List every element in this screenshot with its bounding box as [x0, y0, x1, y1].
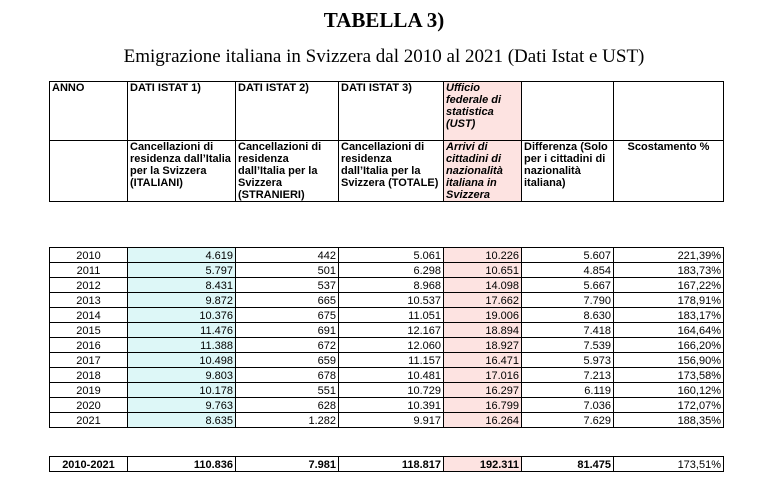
cell-totale: 11.157 [339, 353, 444, 368]
cell-stranieri: 665 [236, 293, 339, 308]
cell-stranieri: 551 [236, 383, 339, 398]
cell-differenza: 7.539 [522, 338, 614, 353]
cell-differenza: 7.036 [522, 398, 614, 413]
cell-italiani: 9.803 [128, 368, 236, 383]
cell-anno: 2010 [50, 248, 128, 263]
cell-anno: 2019 [50, 383, 128, 398]
cell-ust: 16.799 [444, 398, 522, 413]
cell-ust: 16.264 [444, 413, 522, 428]
cell-anno: 2018 [50, 368, 128, 383]
table-row [50, 263, 724, 278]
cell-totale: 10.729 [339, 383, 444, 398]
cell-scostamento: 166,20% [614, 338, 724, 353]
cell-stranieri: 628 [236, 398, 339, 413]
header-row-sources [50, 82, 724, 141]
cell-scostamento: 178,91% [614, 293, 724, 308]
cell-ust: 10.226 [444, 248, 522, 263]
cell-ust: 16.297 [444, 383, 522, 398]
table-row [50, 368, 724, 383]
table-row [50, 398, 724, 413]
cell-italiani: 11.388 [128, 338, 236, 353]
total-totale: 118.817 [339, 457, 444, 472]
cell-anno: 2016 [50, 338, 128, 353]
header-anno: ANNO [50, 82, 128, 141]
header-istat-2: DATI ISTAT 2) [236, 82, 339, 141]
cell-anno: 2020 [50, 398, 128, 413]
total-scostamento: 173,51% [614, 457, 724, 472]
cell-stranieri: 691 [236, 323, 339, 338]
page-subtitle: Emigrazione italiana in Svizzera dal 2010 al 2021 (Dati Istat e UST) [123, 46, 645, 67]
cell-totale: 11.051 [339, 308, 444, 323]
cell-differenza: 5.607 [522, 248, 614, 263]
total-ust: 192.311 [444, 457, 522, 472]
cell-totale: 5.061 [339, 248, 444, 263]
cell-anno: 2015 [50, 323, 128, 338]
cell-differenza: 7.418 [522, 323, 614, 338]
cell-italiani: 10.178 [128, 383, 236, 398]
cell-italiani: 8.431 [128, 278, 236, 293]
cell-stranieri: 442 [236, 248, 339, 263]
table-row [50, 413, 724, 428]
cell-stranieri: 659 [236, 353, 339, 368]
total-table [49, 456, 724, 472]
cell-scostamento: 173,58% [614, 368, 724, 383]
cell-anno: 2011 [50, 263, 128, 278]
cell-totale: 6.298 [339, 263, 444, 278]
cell-italiani: 4.619 [128, 248, 236, 263]
cell-ust: 18.927 [444, 338, 522, 353]
table-row [50, 383, 724, 398]
header-istat-3: DATI ISTAT 3) [339, 82, 444, 141]
cell-scostamento: 188,35% [614, 413, 724, 428]
cell-differenza: 7.213 [522, 368, 614, 383]
header-cancellazioni-totale: Cancellazioni di residenza dall’Italia per la Svizzera (TOTALE) [339, 141, 444, 202]
table-row [50, 248, 724, 263]
cell-italiani: 9.763 [128, 398, 236, 413]
cell-stranieri: 1.282 [236, 413, 339, 428]
table-row [50, 308, 724, 323]
cell-scostamento: 160,12% [614, 383, 724, 398]
cell-totale: 10.537 [339, 293, 444, 308]
header-cancellazioni-stranieri: Cancellazioni di residenza dall’Italia per la Svizzera (STRANIERI) [236, 141, 339, 202]
total-italiani: 110.836 [128, 457, 236, 472]
header-scostamento: Scostamento % [614, 141, 724, 202]
cell-italiani: 10.376 [128, 308, 236, 323]
header-cancellazioni-italiani: Cancellazioni di residenza dall’Italia per la Svizzera (ITALIANI) [128, 141, 236, 202]
cell-italiani: 8.635 [128, 413, 236, 428]
cell-italiani: 10.498 [128, 353, 236, 368]
cell-ust: 14.098 [444, 278, 522, 293]
total-anno: 2010-2021 [50, 457, 128, 472]
header-row-descriptions [50, 141, 724, 202]
cell-scostamento: 221,39% [614, 248, 724, 263]
cell-totale: 9.917 [339, 413, 444, 428]
cell-differenza: 5.667 [522, 278, 614, 293]
cell-scostamento: 183,17% [614, 308, 724, 323]
cell-ust: 18.894 [444, 323, 522, 338]
cell-differenza: 6.119 [522, 383, 614, 398]
data-table [49, 247, 724, 428]
cell-stranieri: 501 [236, 263, 339, 278]
cell-differenza: 8.630 [522, 308, 614, 323]
header-empty-anno [50, 141, 128, 202]
cell-ust: 17.016 [444, 368, 522, 383]
cell-italiani: 11.476 [128, 323, 236, 338]
cell-anno: 2014 [50, 308, 128, 323]
cell-ust: 10.651 [444, 263, 522, 278]
cell-anno: 2013 [50, 293, 128, 308]
cell-totale: 12.060 [339, 338, 444, 353]
cell-ust: 16.471 [444, 353, 522, 368]
header-arrivi-ust: Arrivi di cittadini di nazionalità italiana in Svizzera [444, 141, 522, 202]
table-row [50, 293, 724, 308]
cell-scostamento: 156,90% [614, 353, 724, 368]
table-row [50, 353, 724, 368]
total-row [50, 457, 724, 472]
cell-anno: 2017 [50, 353, 128, 368]
table-row [50, 338, 724, 353]
cell-anno: 2012 [50, 278, 128, 293]
cell-stranieri: 675 [236, 308, 339, 323]
cell-stranieri: 537 [236, 278, 339, 293]
cell-anno: 2021 [50, 413, 128, 428]
header-empty-differenza [522, 82, 614, 141]
total-differenza: 81.475 [522, 457, 614, 472]
cell-stranieri: 678 [236, 368, 339, 383]
table-header [49, 81, 724, 202]
cell-totale: 12.167 [339, 323, 444, 338]
header-empty-scostamento [614, 82, 724, 141]
cell-ust: 17.662 [444, 293, 522, 308]
cell-scostamento: 167,22% [614, 278, 724, 293]
cell-differenza: 7.629 [522, 413, 614, 428]
cell-totale: 10.481 [339, 368, 444, 383]
cell-totale: 10.391 [339, 398, 444, 413]
cell-italiani: 5.797 [128, 263, 236, 278]
cell-stranieri: 672 [236, 338, 339, 353]
header-ust: Ufficio federale di statistica (UST) [444, 82, 522, 141]
cell-scostamento: 164,64% [614, 323, 724, 338]
cell-italiani: 9.872 [128, 293, 236, 308]
header-differenza: Differenza (Solo per i cittadini di nazionalità italiana) [522, 141, 614, 202]
cell-differenza: 4.854 [522, 263, 614, 278]
cell-differenza: 5.973 [522, 353, 614, 368]
total-stranieri: 7.981 [236, 457, 339, 472]
cell-ust: 19.006 [444, 308, 522, 323]
cell-differenza: 7.790 [522, 293, 614, 308]
cell-scostamento: 172,07% [614, 398, 724, 413]
table-row [50, 278, 724, 293]
cell-scostamento: 183,73% [614, 263, 724, 278]
cell-totale: 8.968 [339, 278, 444, 293]
table-row [50, 323, 724, 338]
page-title: TABELLA 3) [323, 8, 445, 32]
header-istat-1: DATI ISTAT 1) [128, 82, 236, 141]
